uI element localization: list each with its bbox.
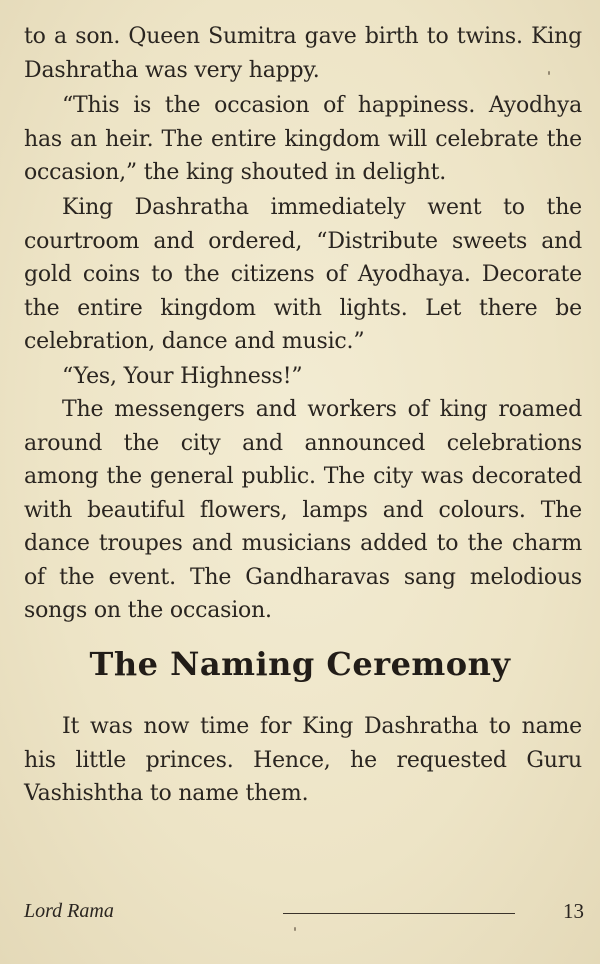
body-text	[24, 191, 582, 359]
print-speck	[294, 927, 296, 931]
paragraph: King Dashratha immediately went to the courtroom and ordered, “Distribute sweets and gold coins to the citizens of Ayodhaya. Decorate the entire kingdom with lights. Let there be celebration, dance and music.”	[24, 195, 582, 354]
footer-rule	[283, 913, 515, 914]
paragraph: “Yes, Your Highness!”	[62, 364, 303, 389]
body-text	[24, 20, 582, 87]
body-text	[24, 89, 582, 190]
paragraph: “This is the occasion of happiness. Ayodhya has an heir. The entire kingdom will celebrate the occasion,” the king shouted in delight.	[24, 93, 582, 185]
page-number: 13	[563, 899, 584, 923]
section-heading: The Naming Ceremony	[89, 645, 511, 683]
paragraph: The messengers and workers of king roamed around the city and announced celebrations among the general public. The city was decorated with beautiful flowers, lamps and colours. The dance troupes and musicians added to the charm of the event. The Gandharavas sang melodious songs on the occasion.	[24, 397, 582, 623]
footer-book-title: Lord Rama	[24, 900, 114, 922]
paragraph: to a son. Queen Sumitra gave birth to twins. King Dashratha was very happy.	[24, 24, 582, 83]
paragraph: It was now time for King Dashratha to name his little princes. Hence, he requested Guru Vashishtha to name them.	[24, 714, 582, 806]
body-text	[24, 360, 582, 394]
body-text	[24, 710, 582, 811]
print-speck	[548, 71, 550, 75]
body-text	[24, 393, 582, 628]
